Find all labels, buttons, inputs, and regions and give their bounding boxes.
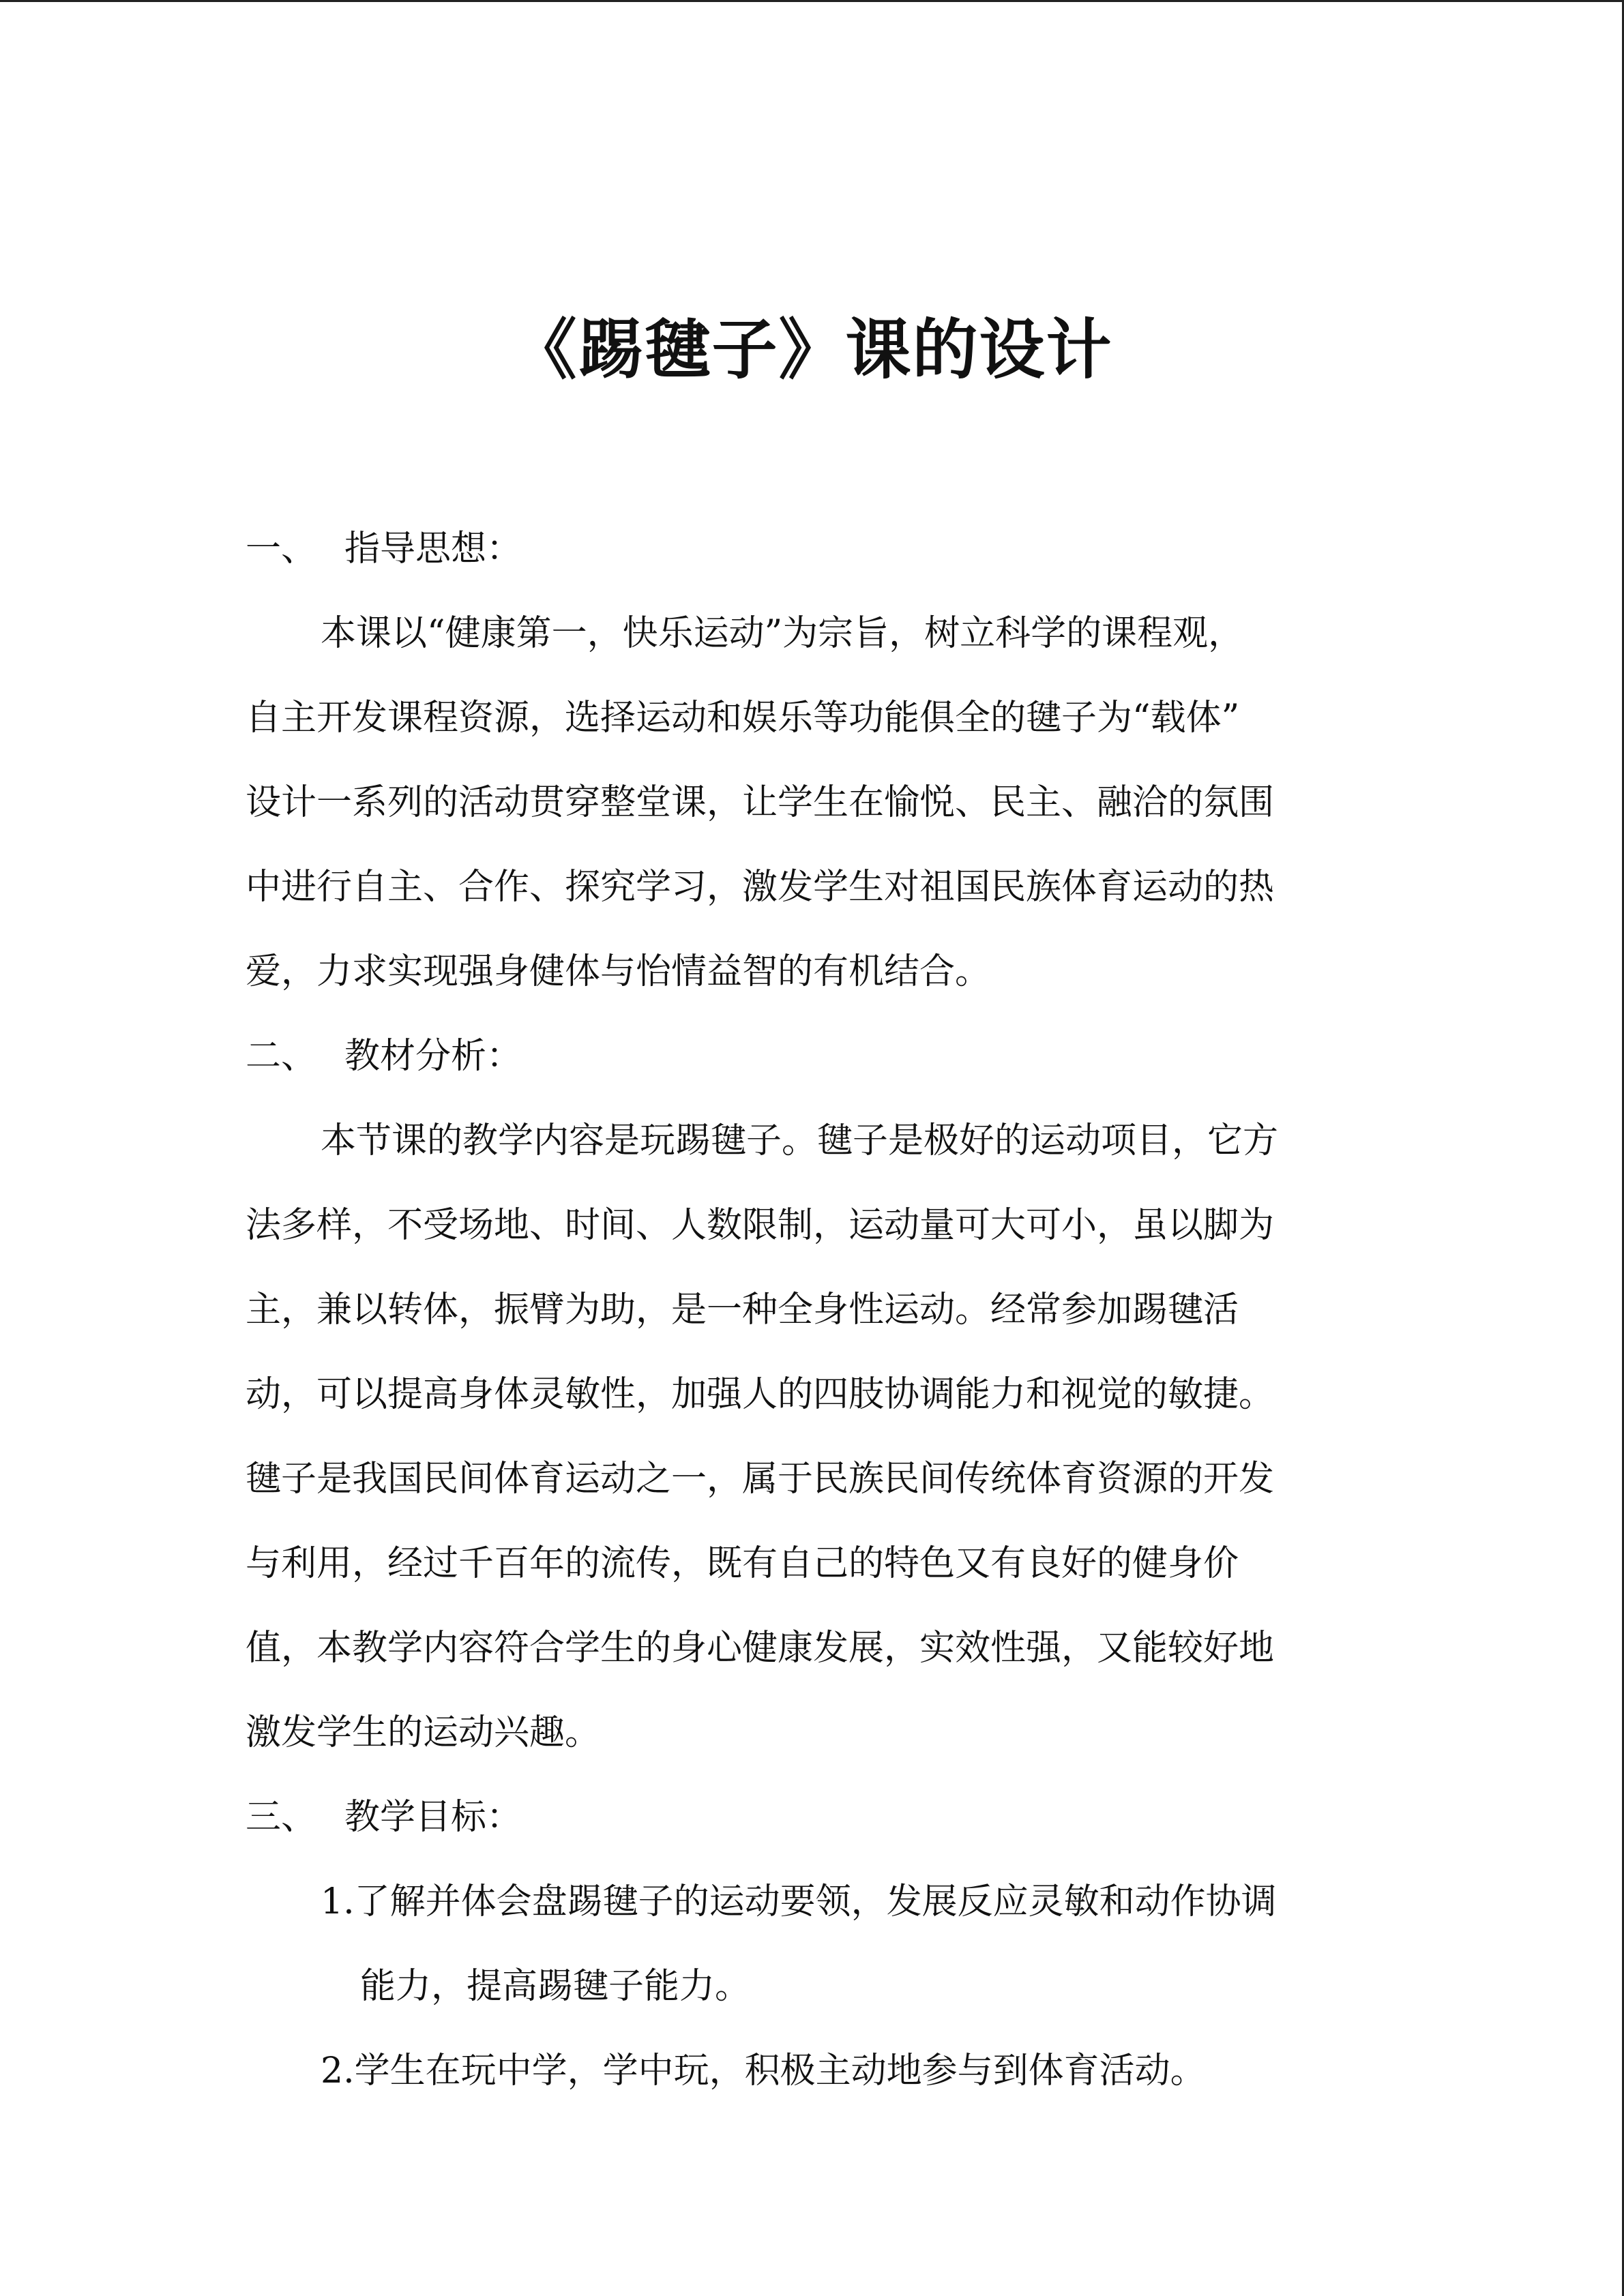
goal-item bbox=[246, 2029, 1364, 2113]
section-heading-guiding-idea bbox=[246, 507, 1364, 591]
goal-line: 能力，提高踢毽子能力。 bbox=[360, 1966, 751, 2007]
section-number: 二、 bbox=[246, 1036, 317, 1077]
section-heading-text: 指导思想： bbox=[344, 528, 522, 569]
paragraph-line: 与利用，经过千百年的流传，既有自己的特色又有良好的健身价 bbox=[246, 1543, 1239, 1584]
goal-line: 2.学生在玩中学，学中玩，积极主动地参与到体育活动。 bbox=[321, 2051, 1206, 2091]
section-heading-material-analysis bbox=[246, 1014, 1364, 1099]
paragraph-line: 主，兼以转体，振臂为助，是一种全身性运动。经常参加踢毽活 bbox=[246, 1289, 1239, 1330]
paragraph-line: 毽子是我国民间体育运动之一，属于民族民间传统体育资源的开发 bbox=[246, 1459, 1275, 1500]
paragraph-line: 动，可以提高身体灵敏性，加强人的四肢协调能力和视觉的敏捷。 bbox=[246, 1374, 1275, 1415]
section-heading-teaching-goals bbox=[246, 1775, 1364, 1860]
document-body bbox=[246, 507, 1364, 2113]
section-heading-text: 教学目标： bbox=[344, 1797, 522, 1838]
paragraph-line: 爱，力求实现强身健体与怡情益智的有机结合。 bbox=[246, 951, 991, 992]
goal-item bbox=[246, 1860, 1364, 2029]
paragraph-line: 法多样，不受场地、时间、人数限制，运动量可大可小，虽以脚为 bbox=[246, 1205, 1275, 1246]
paragraph-line: 本课以“健康第一，快乐运动”为宗旨，树立科学的课程观， bbox=[321, 613, 1244, 654]
paragraph-line: 设计一系列的活动贯穿整堂课，让学生在愉悦、民主、融洽的氛围 bbox=[246, 782, 1275, 823]
section-heading-text: 教材分析： bbox=[344, 1036, 522, 1077]
section-paragraph bbox=[246, 591, 1364, 1014]
section-paragraph bbox=[246, 1099, 1364, 1775]
paragraph-line: 值，本教学内容符合学生的身心健康发展，实效性强，又能较好地 bbox=[246, 1628, 1275, 1669]
paragraph-line: 自主开发课程资源，选择运动和娱乐等功能俱全的毽子为“载体” bbox=[246, 698, 1240, 739]
goal-line: 1.了解并体会盘踢毽子的运动要领，发展反应灵敏和动作协调 bbox=[321, 1881, 1277, 1922]
document-title: 《踢毽子》课的设计 bbox=[511, 311, 1113, 388]
paragraph-line: 中进行自主、合作、探究学习，激发学生对祖国民族体育运动的热 bbox=[246, 867, 1275, 908]
paragraph-line: 激发学生的运动兴趣。 bbox=[246, 1712, 601, 1753]
paragraph-line: 本节课的教学内容是玩踢毽子。毽子是极好的运动项目，它方 bbox=[321, 1120, 1279, 1161]
section-number: 三、 bbox=[246, 1797, 317, 1838]
section-number: 一、 bbox=[246, 528, 317, 569]
